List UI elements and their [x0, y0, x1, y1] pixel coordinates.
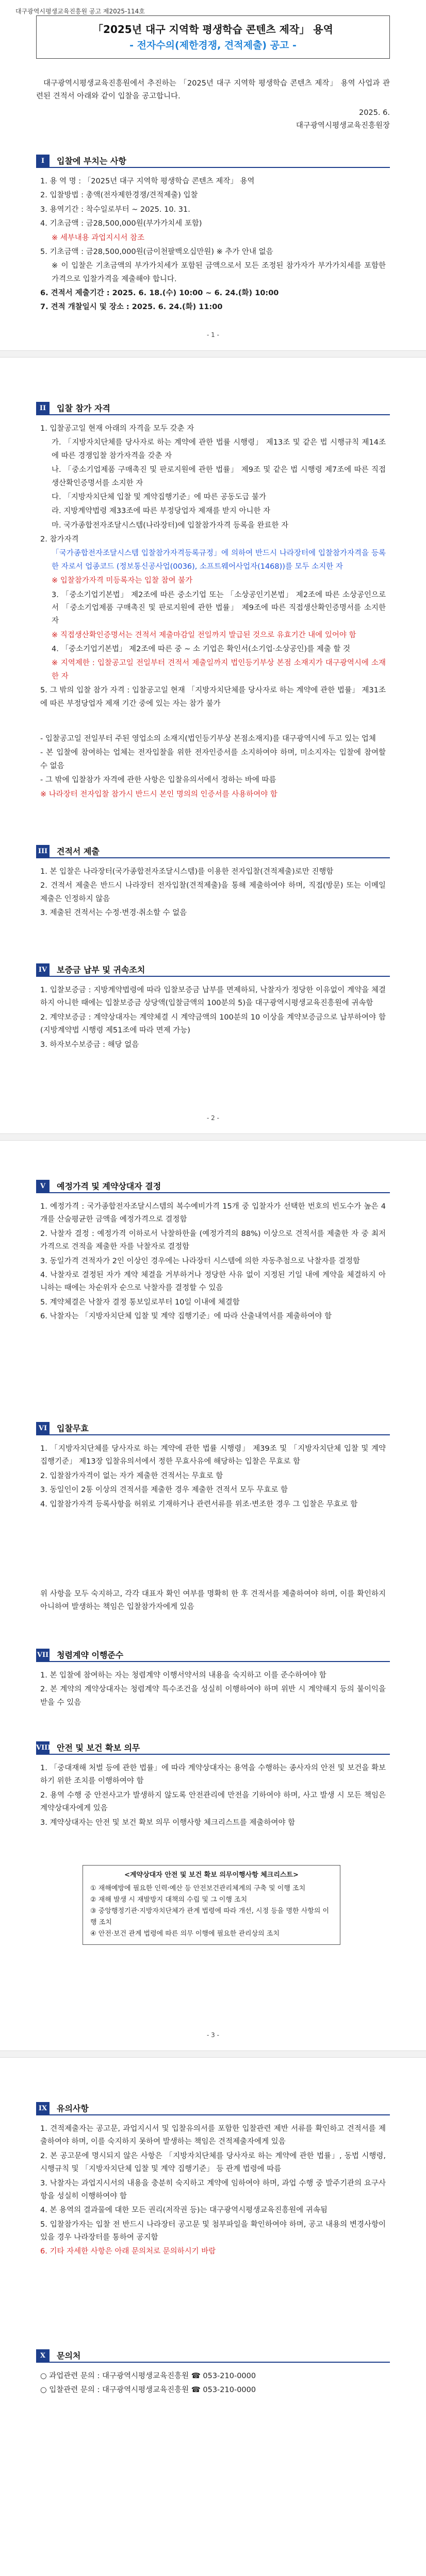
list-item: 다. 「지방자치단체 입찰 및 계약집행기준」에 따른 공동도급 불가	[52, 493, 267, 501]
note-item: - 본 입찰에 참여하는 업체는 전자입찰을 위한 전자인증서를 소지하여야 하며, 미소지자는 입찰에 참여할 수 없음	[40, 749, 386, 770]
page-separator	[0, 1133, 426, 1141]
section-1-header	[36, 155, 390, 168]
section-title: 보증금 납부 및 귀속조치	[57, 965, 145, 975]
list-item: 1. 입찰공고일 현재 아래의 자격을 모두 갖춘 자	[40, 425, 194, 433]
note-item: ※ 나라장터 전자입찰 참가시 반드시 본인 명의의 인증서를 사용하여야 함	[40, 790, 277, 799]
list-item: 마. 국가종합전자조달시스템(나라장터)에 입찰참가자격 등록을 완료한 자	[52, 521, 289, 530]
section-4-header	[36, 963, 390, 977]
checklist-item: ③ 중앙행정기관·지방자치단체가 관계 법령에 따라 개선, 시정 등을 명한 사항의 이행 조치	[90, 1907, 330, 1927]
list-item: 2. 본 계약의 계약상대자는 청렴계약 특수조건을 성실히 이행하여야 하며 위반 시 계약해지 등의 불이익을 받을 수 있음	[40, 1685, 386, 1707]
section-2-header	[36, 402, 390, 415]
intro-text: 대구광역시평생교육진흥원에서 추진하는 「2025년 대구 지역학 평생학습 콘텐츠 제작」 용역 사업과 관련된 견적서 아래와 같이 입찰을 공고합니다.	[36, 79, 390, 101]
list-item: 3. 용역기간 : 착수일로부터 ~ 2025. 10. 31.	[40, 205, 190, 214]
issuer: 대구광역시평생교육진흥원장	[296, 122, 390, 130]
list-item: 2. 참가자격	[40, 535, 79, 544]
section-title: 견적서 제출	[57, 846, 100, 856]
list-item: 4. 기초금액 : 금28,500,000원(부가가치세 포함)	[40, 219, 202, 228]
contact-item: ○ 과업관련 문의 : 대구광역시평생교육진흥원 ☎ 053-210-0000	[40, 2372, 256, 2380]
list-item-note: ※ 직접생산확인증명서는 견적서 제출마감일 전일까지 발급된 것으로 유효기간 내에 있어야 함	[52, 631, 356, 639]
section-5-body	[40, 1199, 386, 1324]
list-item: 3. 동일인이 2통 이상의 견적서를 제출한 경우 제출한 견적서 모두 무효로 함	[40, 1486, 288, 1495]
section-6-header	[36, 1422, 390, 1435]
checklist-item: ① 재해예방에 필요한 인력·예산 등 안전보건관리체계의 구축 및 이행 조치	[90, 1885, 306, 1893]
list-item: 1. 본 입찰은 나라장터(국가종합전자조달시스템)를 이용한 전자입찰(견적제출)로만 진행함	[40, 868, 334, 876]
section-title: 입찰무효	[57, 1423, 89, 1433]
section-number: X	[36, 2349, 50, 2363]
page-subtitle: - 전자수의(제한경쟁, 견적제출) 공고 -	[129, 40, 297, 51]
section-title: 안전 및 보건 확보 의무	[57, 1743, 140, 1753]
section-number: VIII	[36, 1741, 50, 1755]
section-number: V	[36, 1180, 50, 1193]
note-item: - 입찰공고일 전일부터 주된 영업소의 소재지(법인등기부상 본점소재지)를 대구광역시에 두고 있는 업체	[40, 735, 376, 743]
list-item: 2. 계약보증금 : 계약상대자는 계약체결 시 계약금액의 100분의 10 이상을 계약보증금으로 납부하여야 함 (지방계약법 시행령 제51조에 따라 면제 가능)	[40, 1013, 386, 1035]
list-item: 6. 견적서 제출기간 : 2025. 6. 18.(수) 10:00 ~ 6. 24.(화) 10:00	[40, 289, 279, 297]
section-3-body	[40, 865, 386, 921]
list-item: 나. 「중소기업제품 구매촉진 및 판로지원에 관한 법률」 제9조 및 같은 법 시행령 제7조에 따른 직접생산확인증명서를 소지한 자	[52, 466, 386, 487]
list-item: 6. 낙찰자는 「지방자치단체 입찰 및 계약 집행기준」에 따라 산출내역서를 제출하여야 함	[40, 1312, 332, 1320]
section-6-body	[40, 1442, 386, 1512]
section-9-header	[36, 2102, 390, 2115]
list-item: 5. 입찰참가자는 입찰 전 반드시 나라장터 공고문 및 첨부파일을 확인하여야 하며, 공고 내용의 변경사항이 있을 경우 나라장터를 통하여 공지함	[40, 2220, 386, 2242]
list-item: 1. 입찰보증금 : 지방계약법령에 따라 입찰보증금 납부를 면제하되, 낙찰자가 정당한 이유없이 계약을 체결하지 아니한 때에는 입찰보증금 상당액(입찰금액의 100분의 5)을 대구광역시평생교육진흥원에 귀속함	[40, 986, 386, 1008]
section-7-header	[36, 1649, 390, 1662]
list-item: 7. 견적 개찰일시 및 장소 : 2025. 6. 24.(화) 11:00	[40, 303, 223, 312]
section-number: II	[36, 402, 50, 415]
checklist-title: <계약상대자 안전 및 보건 확보 의무이행사항 체크리스트>	[124, 1871, 299, 1879]
section-10-header	[36, 2349, 390, 2363]
list-item: 4. 「중소기업기본법」 제2조에 따른 중 ~ 소 기업은 확인서(소기업·소상공인)를 제출 할 것	[52, 645, 351, 653]
page-separator	[0, 350, 426, 358]
list-item: 2. 본 공고문에 명시되지 않은 사항은 「지방자치단체를 당사자로 하는 계약에 관한 법률」, 동법 시행령, 시행규칙 및 「지방자치단체 입찰 및 계약 집행기준」 등 관계 법령에 따름	[40, 2151, 386, 2174]
list-item: 3. 계약상대자는 안전 및 보건 확보 의무 이행사항 체크리스트를 제출하여야 함	[40, 1818, 296, 1827]
list-item: 5. 계약체결은 낙찰자 결정 통보일로부터 10일 이내에 체결함	[40, 1298, 240, 1307]
section-5-header	[36, 1180, 390, 1193]
section-2-notes	[40, 732, 386, 802]
list-item: 4. 입찰참가자격 등록사항을 허위로 기재하거나 관련서류를 위조·변조한 경우 그 입찰은 무효로 함	[40, 1500, 358, 1509]
list-item: 3. 하자보수보증금 : 해당 없음	[40, 1040, 139, 1049]
list-item: 2. 입찰방법 : 총액(전자제한경쟁/견적제출) 입찰	[40, 191, 198, 200]
list-item: 가. 「지방자치단체를 당사자로 하는 계약에 관한 법률 시행령」 제13조 및 같은 법 시행규칙 제14조에 따른 경쟁입찰 참가자격을 갖춘 자	[52, 438, 386, 460]
list-item: 3. 동일가격 견적자가 2인 이상인 경우에는 나라장터 시스템에 의한 자동추첨으로 낙찰자를 결정함	[40, 1257, 361, 1265]
title-box	[36, 15, 390, 59]
page-title: 「2025년 대구 지역학 평생학습 콘텐츠 제작」 용역	[93, 23, 333, 36]
list-item: 1. 「중대재해 처벌 등에 관한 법률」에 따라 계약상대자는 용역을 수행하는 종사자의 안전 및 보건을 확보하기 위한 조치를 이행하여야 함	[40, 1764, 386, 1786]
list-item: 1. 본 입찰에 참여하는 자는 청렴계약 이행서약서의 내용을 숙지하고 이를 준수하여야 함	[40, 1671, 326, 1680]
checklist-box	[83, 1865, 340, 1945]
list-item: 2. 견적서 제출은 반드시 나라장터 전자입찰(견적제출)을 통해 제출하여야 하며, 직접(방문) 또는 이메일 제출은 인정하지 않음	[40, 882, 386, 903]
section-10-body	[40, 2369, 386, 2398]
list-item: 5. 기초금액 : 금28,500,000원(금이천팔백오십만원) ※ 추가 안내 없음	[40, 247, 273, 256]
section-number: VII	[36, 1649, 50, 1662]
list-item: 3. 제출된 견적서는 수정·변경·취소할 수 없음	[40, 909, 187, 918]
section-2-body	[40, 421, 386, 711]
list-item: 2. 낙찰자 결정 : 예정가격 이하로서 낙찰하한율 (예정가격의 88%) 이상으로 견적서를 제출한 자 중 최저가격으로 견적을 제출한 자를 낙찰자로 결정함	[40, 1229, 386, 1251]
intro-block	[36, 77, 390, 133]
section-title: 청렴계약 이행준수	[57, 1650, 124, 1660]
list-item: 4. 낙찰자로 결정된 자가 계약 체결을 거부하거나 정당한 사유 없이 지정된 기일 내에 계약을 체결하지 아니하는 때에는 차순위자 순으로 낙찰자를 결정할 수 있음	[40, 1270, 386, 1293]
section-title: 입찰에 부치는 사항	[57, 156, 126, 166]
section-number: IX	[36, 2102, 50, 2115]
notice-number: 대구광역시평생교육진흥원 공고 제2025-114호	[15, 8, 145, 15]
list-item: 2. 입찰참가자격이 없는 자가 제출한 견적서는 무효로 함	[40, 1471, 223, 1480]
checklist-item: ④ 안전·보건 관계 법령에 따른 의무 이행에 필요한 관리상의 조치	[90, 1930, 280, 1938]
list-item: 5. 그 밖의 입찰 참가 자격 : 입찰공고일 현재 「지방자치단체를 당사자로 하는 계약에 관한 법률」 제31조에 따른 부정당업자 제재 기간 중에 있는 자는 참가 불가	[40, 686, 386, 708]
page-separator	[0, 2050, 426, 2058]
list-item-note: ※ 입찰참가자격 미등록자는 입찰 참여 불가	[52, 577, 193, 585]
list-item: 4. 본 용역의 결과물에 대한 모든 권리(저작권 등)는 대구광역시평생교육진흥원에 귀속됨	[40, 2206, 327, 2215]
list-item-note: ※ 세부내용 과업지시서 참조	[52, 233, 145, 242]
section-1-body	[40, 174, 386, 315]
list-item: 1. 용 역 명 : 「2025년 대구 지역학 평생학습 콘텐츠 제작」 용역	[40, 177, 255, 185]
section-9-body	[40, 2122, 386, 2260]
list-item: 6. 기타 자세한 사항은 아래 문의처로 문의하시기 바람	[40, 2247, 216, 2256]
page-number: - 3 -	[207, 2031, 219, 2039]
note-item: - 그 밖에 입찰참가 자격에 관한 사항은 입찰유의서에서 정하는 바에 따름	[40, 776, 276, 785]
checklist-item: ② 재해 발생 시 재발방지 대책의 수립 및 그 이행 조치	[90, 1896, 248, 1904]
list-item: 2. 용역 수행 중 안전사고가 발생하지 않도록 안전관리에 만전을 기하여야 하며, 사고 발생 시 모든 책임은 계약상대자에게 있음	[40, 1791, 386, 1813]
list-item: 1. 견적제출자는 공고문, 과업지시서 및 입찰유의서를 포함한 입찰관련 제반 서류를 확인하고 견적서를 제출하여야 하며, 이를 숙지하지 못하여 발생하는 책임은 견적제출자에게 있음	[40, 2125, 386, 2146]
section-title: 유의사항	[57, 2104, 89, 2113]
list-item: 1. 「지방자치단체를 당사자로 하는 계약에 관한 법률 시행령」 제39조 및 「지방자치단체 입찰 및 계약 집행기준」 제13장 입찰유의서에서 정한 무효사유에 해당하는 입찰은 무효로 함	[40, 1445, 386, 1466]
list-item: 1. 예정가격 : 국가종합전자조달시스템의 복수예비가격 15개 중 입찰자가 선택한 번호의 빈도수가 높은 4개를 산술평균한 금액을 예정가격으로 결정함	[40, 1202, 386, 1224]
note-item: 위 사항을 모두 숙지하고, 각각 대표자 확인 여부를 명확히 한 후 견적서를 제출하여야 하며, 이를 확인하지 아니하여 발생하는 책임은 입찰참가자에게 있음	[40, 1590, 386, 1612]
section-title: 입찰 참가 자격	[57, 403, 110, 413]
list-item: 3. 「중소기업기본법」 제2조에 따른 중소기업 또는 「소상공인기본법」 제2조에 따른 소상공인으로서 「중소기업제품 구매촉진 및 판로지원에 관한 법률」 제9조에 따른 직접생산확인증명서를 소지한 자	[52, 590, 386, 625]
section-8-header	[36, 1741, 390, 1755]
section-number: VI	[36, 1422, 50, 1435]
section-title: 문의처	[57, 2351, 81, 2361]
page-number: - 1 -	[207, 331, 219, 338]
list-item: 3. 낙찰자는 과업지시서의 내용을 충분히 숙지하고 계약에 임하여야 하며, 과업 수행 중 발주기관의 요구사항을 성실히 이행하여야 함	[40, 2179, 386, 2200]
list-item: 「국가종합전자조달시스템 입찰참가자격등록규정」에 의하여 반드시 나라장터에 입찰참가자격을 등록한 자로서 업종코드 (정보통신공사업(0036), 소프트웨어사업자(1468))를 모두 소지한 자	[52, 549, 386, 571]
page-number: - 2 -	[207, 1114, 219, 1122]
section-number: III	[36, 845, 50, 858]
section-number: IV	[36, 963, 50, 977]
list-item-note: ※ 이 입찰은 기초금액의 부가가치세가 포함된 금액으로서 모든 조정된 참가자가 부가가치세를 포함한 가격으로 입찰가격을 제출해야 합니다.	[52, 262, 386, 283]
list-item: 라. 지방계약법령 제33조에 따른 부정당업자 제재를 받지 아니한 자	[52, 507, 271, 516]
contact-item: ○ 입찰관련 문의 : 대구광역시평생교육진흥원 ☎ 053-210-0000	[40, 2386, 256, 2395]
section-4-body	[40, 983, 386, 1053]
section-8-body	[40, 1761, 386, 1831]
section-7-body	[40, 1668, 386, 1710]
notice-date: 2025. 6.	[359, 108, 390, 117]
section-3-header	[36, 845, 390, 858]
section-title: 예정가격 및 계약상대자 결정	[57, 1181, 161, 1191]
list-item-note: ※ 지역제한 : 입찰공고일 전일부터 견적서 제출일까지 법인등기부상 본점 소재지가 대구광역시에 소재한 자	[52, 659, 386, 681]
section-6-after	[40, 1587, 386, 1615]
section-number: I	[36, 155, 50, 168]
